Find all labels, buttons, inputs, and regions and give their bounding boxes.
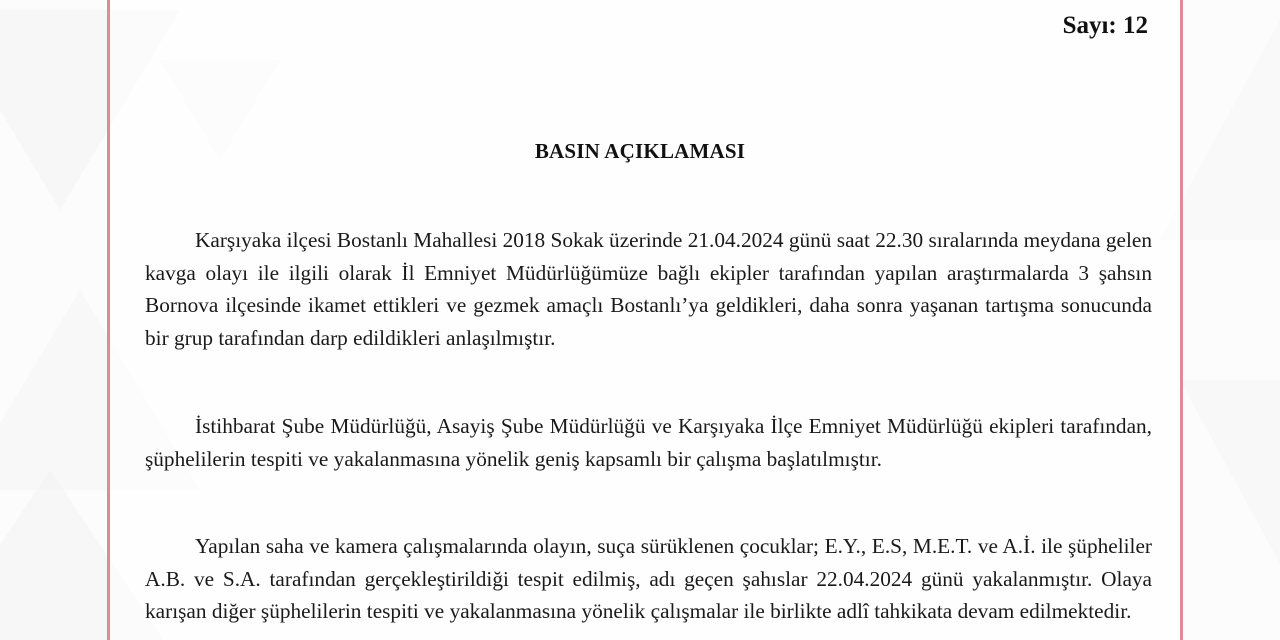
document-number: Sayı: 12 [1062, 12, 1148, 39]
paragraph-2 [145, 410, 1152, 475]
paragraph-text: İstihbarat Şube Müdürlüğü, Asayiş Şube Müdürlüğü ve Karşıyaka İlçe Emniyet Müdürlüğü ekipleri tarafından, şüphelilerin tespiti ve yakalanmasına yönelik geniş kapsamlı bir çalışma başlatılmıştır. [145, 414, 1152, 471]
paragraph-3 [145, 530, 1152, 628]
paragraph-text: Yapılan saha ve kamera çalışmalarında olayın, suça sürüklenen çocuklar; E.Y., E.S, M.E.T. ve A.İ. ile şüpheliler A.B. ve S.A. tarafından gerçekleştirildiği tespit edilmiş, adı geçen şahıslar 22.04.2024 günü yakalanmıştır. Olaya karışan diğer şüphelilerin tespiti ve yakalanmasına yönelik çalışmalar ile birlikte adlî tahkikata devam edilmektedir. [145, 534, 1152, 623]
paragraph-1 [145, 224, 1152, 354]
document-title: BASIN AÇIKLAMASI [534, 139, 746, 163]
background-triangle-decoration [1180, 380, 1280, 600]
paragraph-text: Karşıyaka ilçesi Bostanlı Mahallesi 2018 Sokak üzerinde 21.04.2024 günü saat 22.30 sıralarında meydana gelen kavga olayı ile ilgili olarak İl Emniyet Müdürlüğümüze bağlı ekipler tarafından yapılan araştırmalarda 3 şahsın Bornova ilçesinde ikamet ettikleri ve gezmek amaçlı Bostanlı’ya geldikleri, daha sonra yaşanan tartışma sonucunda bir grup tarafından darp edildikleri anlaşılmıştır. [145, 228, 1152, 350]
